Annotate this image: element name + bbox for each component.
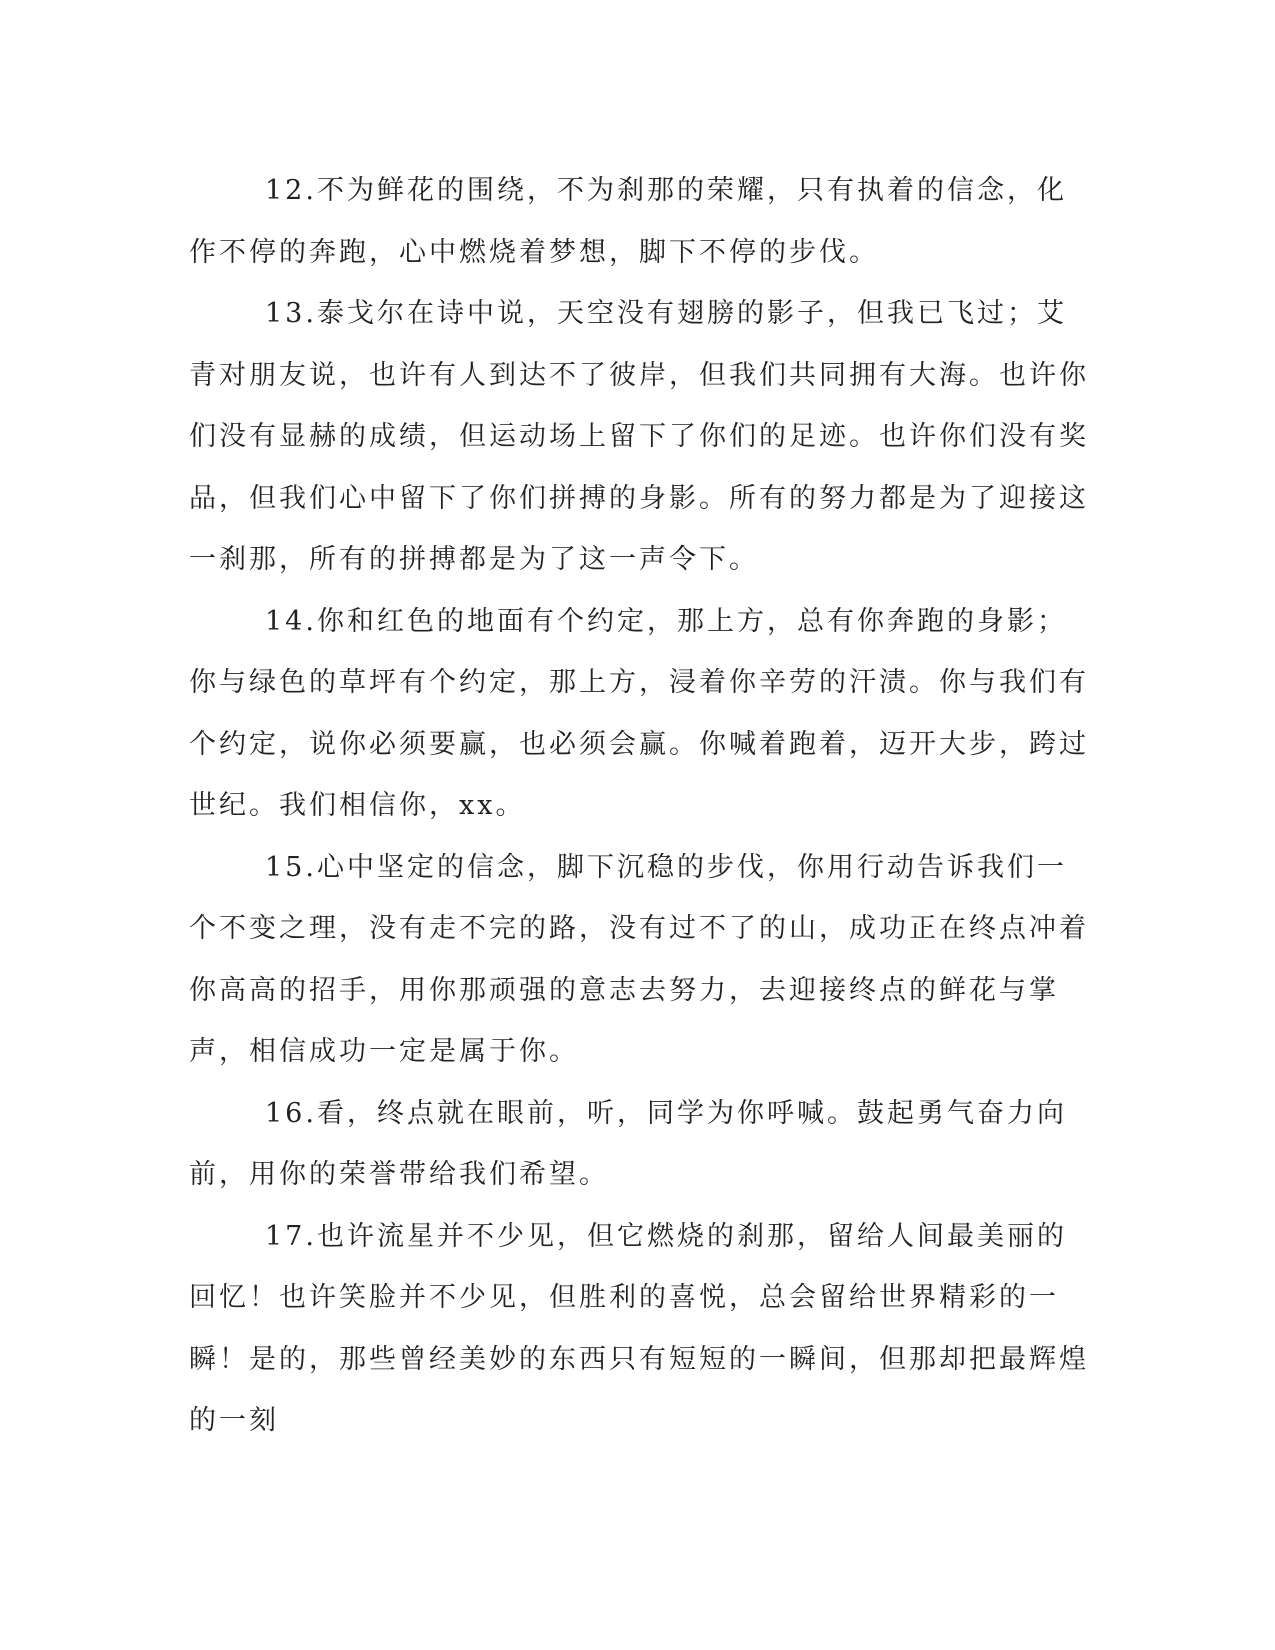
paragraph-14: 14.你和红色的地面有个约定，那上方，总有你奔跑的身影；你与绿色的草坪有个约定，那上方，浸着你辛劳的汗渍。你与我们有个约定，说你必须要赢，也必须会赢。你喊着跑着，迈开大步，跨过世纪。我们相信你，xx。 bbox=[189, 605, 1089, 821]
paragraph-15: 15.心中坚定的信念，脚下沉稳的步伐，你用行动告诉我们一个不变之理，没有走不完的路，没有过不了的山，成功正在终点冲着你高高的招手，用你那顽强的意志去努力，去迎接终点的鲜花与掌声，相信成功一定是属于你。 bbox=[189, 851, 1089, 1067]
paragraph-17: 17.也许流星并不少见，但它燃烧的刹那，留给人间最美丽的回忆！也许笑脸并不少见，但胜利的喜悦，总会留给世界精彩的一瞬！是的，那些曾经美妙的东西只有短短的一瞬间，但那却把最辉煌的一刻 bbox=[189, 1220, 1089, 1436]
paragraph-12: 12.不为鲜花的围绕，不为刹那的荣耀，只有执着的信念，化作不停的奔跑，心中燃烧着梦想，脚下不停的步伐。 bbox=[189, 175, 1067, 268]
document-body bbox=[189, 160, 1089, 1452]
paragraph-16: 16.看，终点就在眼前，听，同学为你呼喊。鼓起勇气奋力向前，用你的荣誉带给我们希望。 bbox=[189, 1097, 1067, 1190]
paragraph-13: 13.泰戈尔在诗中说，天空没有翅膀的影子，但我已飞过；艾青对朋友说，也许有人到达不了彼岸，但我们共同拥有大海。也许你们没有显赫的成绩，但运动场上留下了你们的足迹。也许你们没有奖品，但我们心中留下了你们拼搏的身影。所有的努力都是为了迎接这一刹那，所有的拼搏都是为了这一声令下。 bbox=[189, 298, 1089, 575]
